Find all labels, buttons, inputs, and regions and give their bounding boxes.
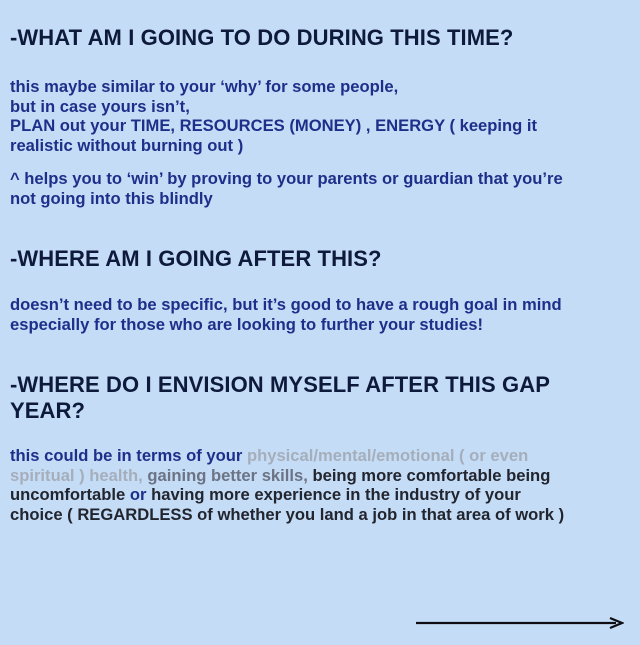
section-1-paragraph-1-line: this maybe similar to your ‘why’ for some people, xyxy=(10,77,399,96)
section-3-paragraph-line: choice ( REGARDLESS of whether you land a job in that area of work ) xyxy=(10,504,565,524)
section-3-paragraph-line xyxy=(10,485,632,505)
section-1-paragraph-1-line: but in case yours isn’t, xyxy=(10,96,190,116)
text-uncomfortable: uncomfortable xyxy=(10,485,130,504)
section-3-paragraph xyxy=(10,446,632,524)
section-2-paragraph-line: doesn’t need to be specific, but it’s good to have a rough goal in mind xyxy=(10,295,562,314)
section-2-paragraph-line: especially for those who are looking to further your studies! xyxy=(10,314,484,334)
section-2-heading: -WHERE AM I GOING AFTER THIS? xyxy=(10,246,382,271)
section-3-heading-line: YEAR? xyxy=(10,398,86,423)
section-1-heading: -WHAT AM I GOING TO DO DURING THIS TIME? xyxy=(10,25,514,50)
section-1-paragraph-1-line: PLAN out your TIME, RESOURCES (MONEY) , ENERGY ( keeping it xyxy=(10,116,538,135)
text-health-areas-cont: spiritual ) health, xyxy=(10,465,148,485)
text-better-skills: gaining better skills, xyxy=(147,465,313,485)
text-industry-experience: having more experience in the industry of your xyxy=(151,485,521,504)
section-3-paragraph-line xyxy=(10,466,632,486)
section-3-paragraph-line xyxy=(10,446,632,466)
text-or: or xyxy=(129,485,152,504)
arrow-right-icon[interactable] xyxy=(416,615,624,631)
section-1-paragraph-2-line: ^ helps you to ‘win’ by proving to your parents or guardian that you’re xyxy=(10,169,563,188)
section-1-paragraph-2-line: not going into this blindly xyxy=(10,188,213,208)
section-1-paragraph-2 xyxy=(10,169,632,208)
text-intro: this could be in terms of your xyxy=(10,446,247,465)
text-health-areas: physical/mental/emotional ( or even xyxy=(246,446,529,465)
section-1-paragraph-1-line: realistic without burning out ) xyxy=(10,135,244,155)
section-3-heading-line: -WHERE DO I ENVISION MYSELF AFTER THIS GAP xyxy=(10,372,550,397)
section-1-paragraph-1 xyxy=(10,77,632,155)
text-comfortable: being more comfortable being xyxy=(312,465,551,485)
section-2-paragraph xyxy=(10,295,632,334)
section-3-heading xyxy=(10,372,626,424)
